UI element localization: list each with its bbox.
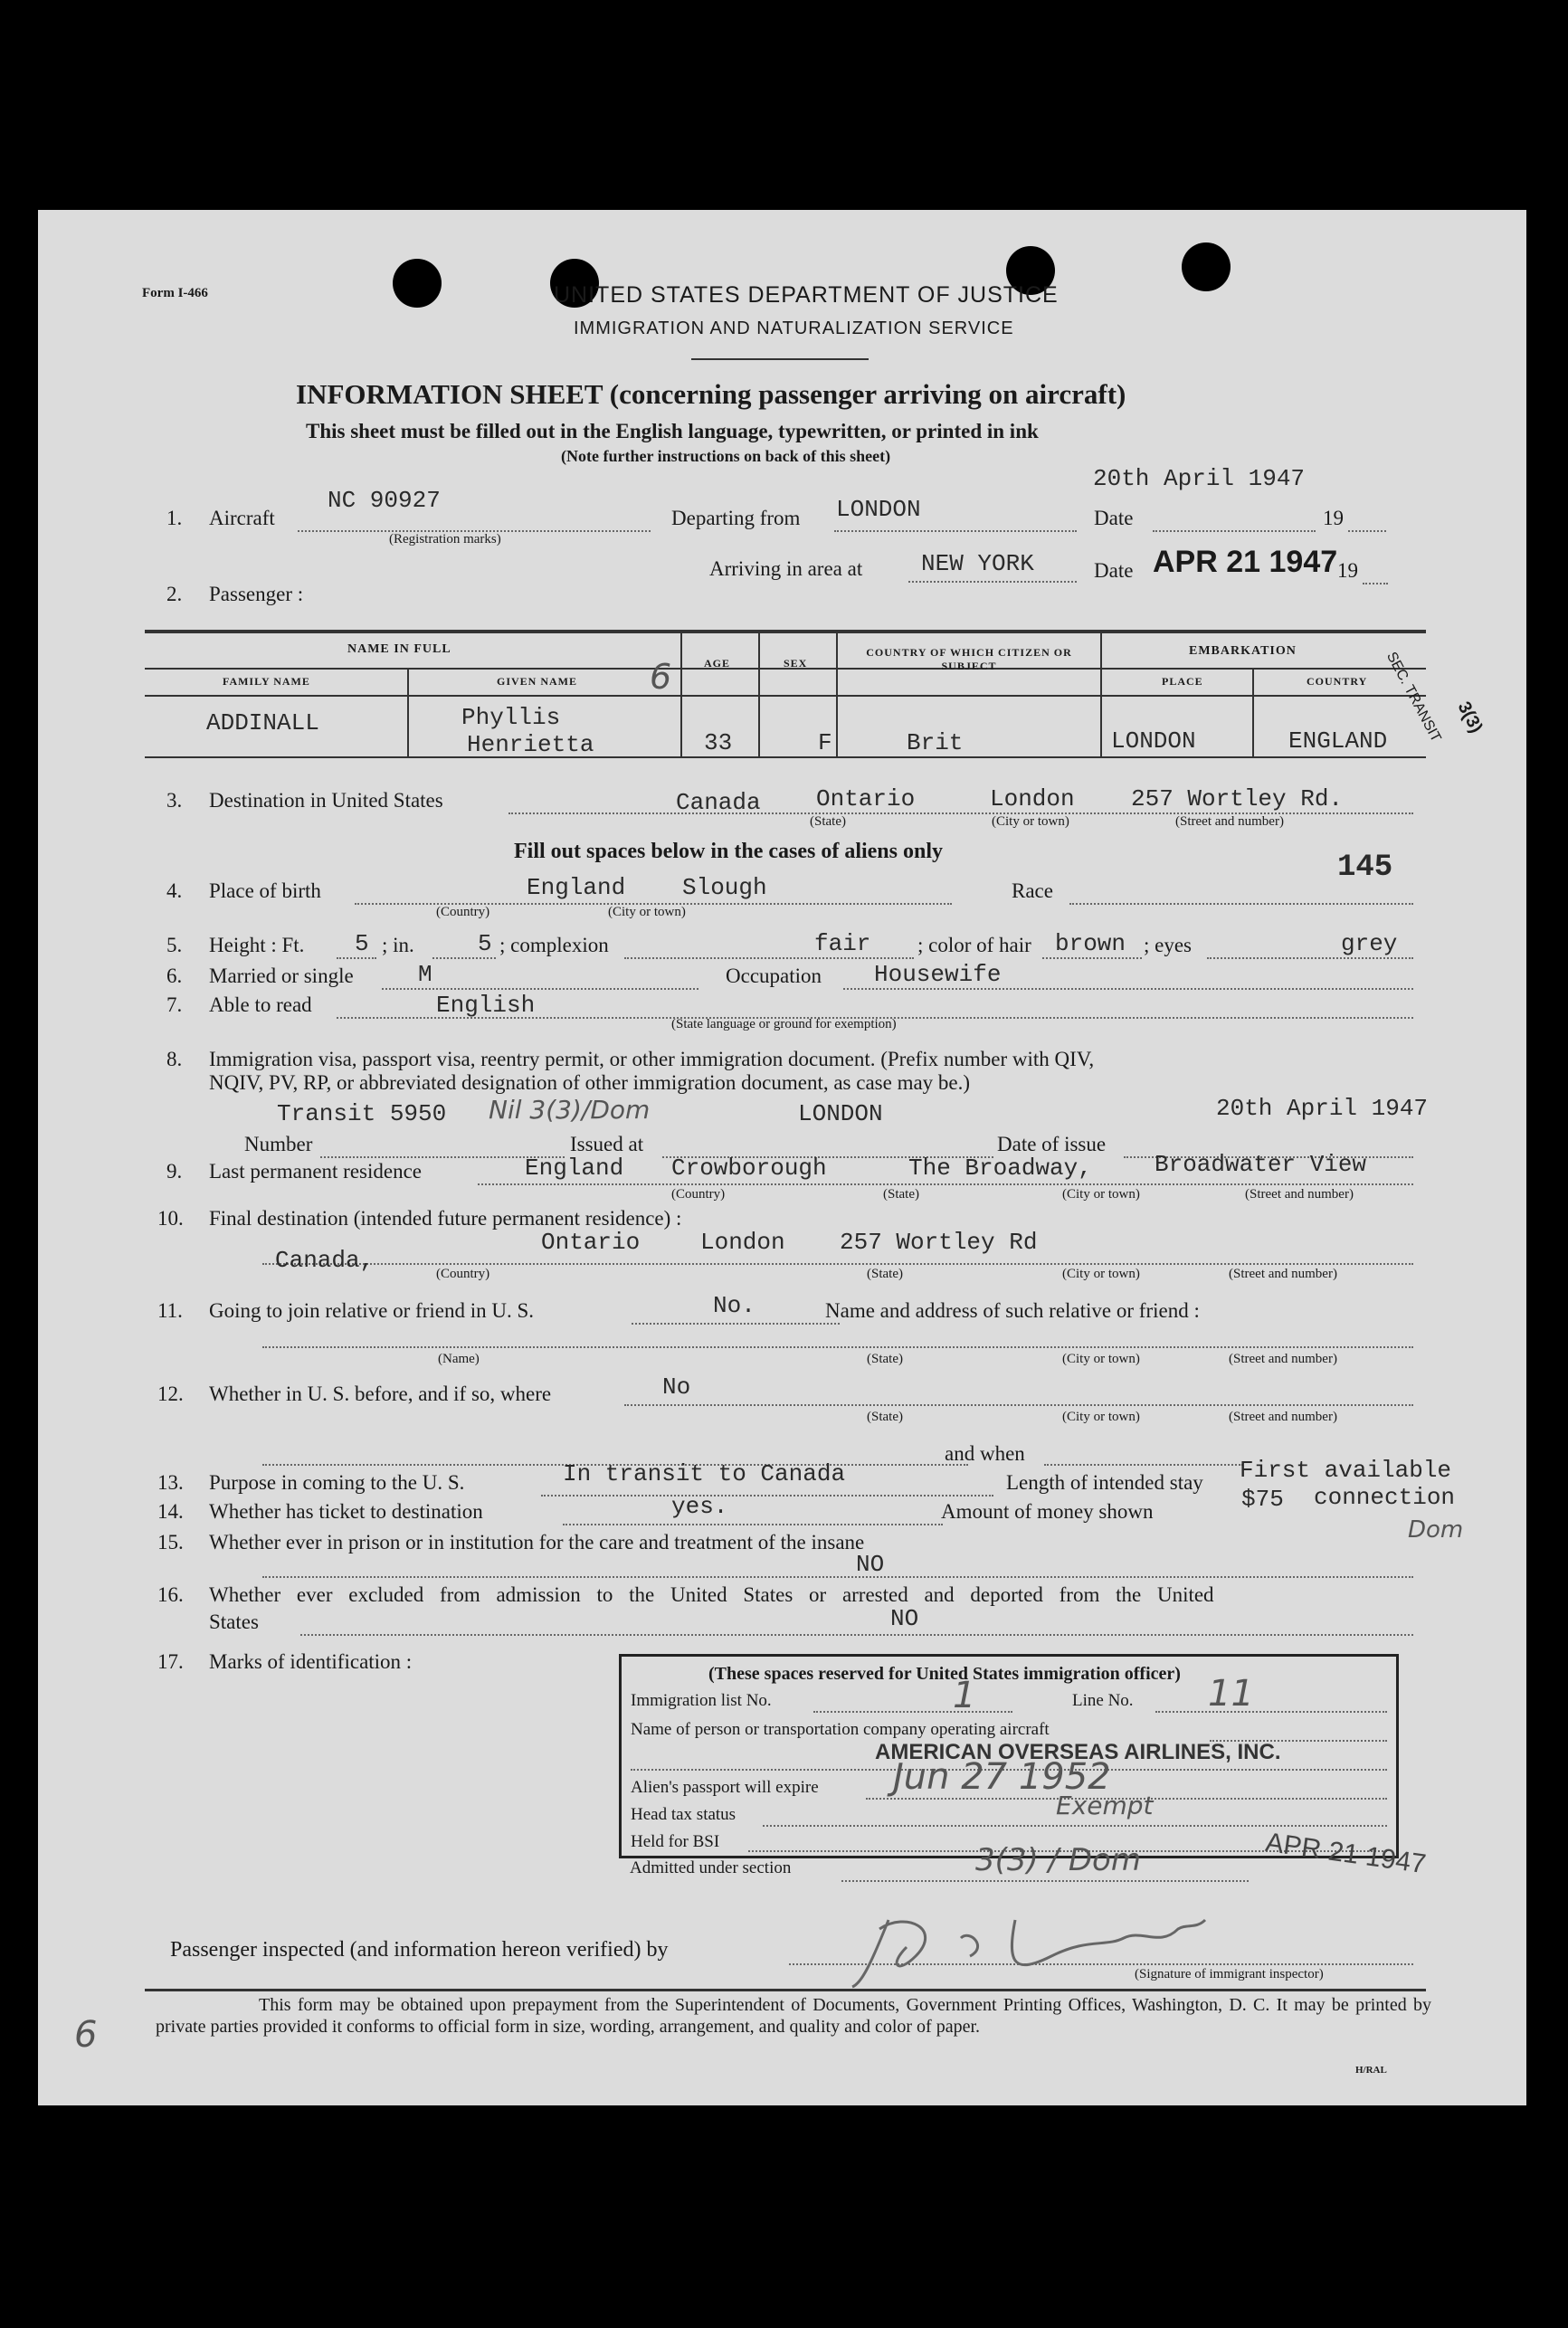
item-number: 3. bbox=[166, 789, 183, 812]
hair-line bbox=[1042, 957, 1142, 959]
city-caption: (City or town) bbox=[1062, 1352, 1140, 1366]
form-title: INFORMATION SHEET (concerning passenger arriving on aircraft) bbox=[296, 378, 1126, 410]
date-line bbox=[1153, 530, 1316, 532]
footer-code: H/RAL bbox=[1355, 2065, 1387, 2076]
item-number: 15. bbox=[157, 1531, 184, 1554]
occupation-value: Housewife bbox=[874, 961, 1002, 988]
stay-label: Length of intended stay bbox=[1006, 1471, 1203, 1494]
admit-date-stamp: APR 21 1947 bbox=[1263, 1827, 1428, 1880]
passenger-label: Passenger : bbox=[209, 583, 304, 605]
hair-label: ; color of hair bbox=[917, 934, 1031, 956]
eyes-label: ; eyes bbox=[1144, 934, 1193, 956]
state-caption: (State) bbox=[867, 1410, 903, 1424]
and-when-label: and when bbox=[945, 1442, 1025, 1465]
complexion-value: fair bbox=[814, 930, 871, 957]
purpose-label: Purpose in coming to the U. S. bbox=[209, 1471, 465, 1494]
date-label: Date bbox=[1094, 507, 1134, 529]
eyes-value: grey bbox=[1341, 930, 1398, 957]
join-value: No. bbox=[713, 1292, 755, 1319]
form-id: Form I-466 bbox=[142, 286, 208, 300]
footer-text: This form may be obtained upon prepayment from the Superintendent of Documents, Government Printing Offices, Washington, D. C. It may be printed by private parties provided it conforms to official form in size, wording, arrangement, and quality and color of paper. bbox=[156, 1995, 1431, 2037]
item-number: 5. bbox=[166, 934, 183, 956]
final-street-value: 257 Wortley Rd bbox=[840, 1229, 1038, 1256]
item-number: 11. bbox=[157, 1299, 183, 1322]
item-number: 7. bbox=[166, 993, 183, 1016]
head-tax-label: Head tax status bbox=[631, 1805, 736, 1824]
relative-label: Name and address of such relative or friend : bbox=[825, 1299, 1200, 1322]
table-vline bbox=[680, 633, 682, 758]
admitted-label: Admitted under section bbox=[630, 1858, 792, 1877]
arrival-year-prefix: 19 bbox=[1337, 559, 1358, 582]
visa-date-value: 20th April 1947 bbox=[1216, 1095, 1429, 1122]
country-value: ENGLAND bbox=[1288, 727, 1388, 755]
list-no-value: 1 bbox=[953, 1675, 976, 1716]
street-caption: (Street and number) bbox=[1229, 1352, 1337, 1366]
corner-six-note: 6 bbox=[74, 2014, 98, 2056]
line-no-label: Line No. bbox=[1072, 1691, 1134, 1710]
street-caption: (Street and number) bbox=[1229, 1267, 1337, 1281]
service-heading: IMMIGRATION AND NATURALIZATION SERVICE bbox=[574, 318, 1014, 338]
ticket-value: yes. bbox=[671, 1493, 728, 1520]
height-label: Height : Ft. bbox=[209, 934, 305, 956]
prison-label: Whether ever in prison or in institution for the care and treatment of the insane bbox=[209, 1531, 865, 1554]
form-page bbox=[38, 210, 1526, 2105]
excluded-value: NO bbox=[890, 1605, 919, 1632]
married-value: M bbox=[418, 961, 432, 988]
table-vline bbox=[407, 668, 409, 758]
head-tax-value: Exempt bbox=[1056, 1791, 1154, 1820]
item-number: 6. bbox=[166, 964, 183, 987]
given-name-value: Phyllis bbox=[461, 704, 561, 731]
ticket-label: Whether has ticket to destination bbox=[209, 1500, 483, 1523]
given-count-note: 6 bbox=[650, 657, 672, 697]
arriving-label: Arriving in area at bbox=[709, 557, 863, 580]
admitted-line bbox=[841, 1880, 1249, 1882]
sec-code-stamp: 3(3) bbox=[1453, 698, 1487, 736]
table-vline bbox=[758, 633, 760, 758]
height-ft-line bbox=[337, 957, 376, 959]
aircraft-label: Aircraft bbox=[209, 507, 275, 529]
departing-label: Departing from bbox=[671, 507, 801, 529]
when-line-right bbox=[1044, 1464, 1243, 1466]
place-value: LONDON bbox=[1111, 727, 1196, 755]
date-of-issue-label: Date of issue bbox=[997, 1133, 1107, 1155]
aliens-only-heading: Fill out spaces below in the cases of aliens only bbox=[514, 840, 944, 863]
birth-city-value: Slough bbox=[682, 874, 767, 901]
stamp-145: 145 bbox=[1337, 850, 1393, 885]
stay-value-1: First available bbox=[1240, 1457, 1452, 1484]
arriving-value: NEW YORK bbox=[921, 550, 1034, 577]
item-number: 2. bbox=[166, 583, 183, 605]
embarkation-header: EMBARKATION bbox=[1189, 644, 1297, 658]
number-label: Number bbox=[244, 1133, 313, 1155]
family-name-value: ADDINALL bbox=[206, 709, 319, 736]
city-caption: (City or town) bbox=[1062, 1187, 1140, 1202]
passport-value: Jun 27 1952 bbox=[893, 1756, 1111, 1798]
footer-rule bbox=[145, 1989, 1426, 1991]
marks-label: Marks of identification : bbox=[209, 1650, 413, 1673]
state-caption: (State) bbox=[867, 1352, 903, 1366]
prison-line bbox=[262, 1576, 1413, 1578]
place-header: PLACE bbox=[1162, 675, 1203, 688]
stay-value-2: connection bbox=[1314, 1484, 1456, 1511]
line-no-value: 11 bbox=[1208, 1673, 1254, 1715]
dest-state-value: Ontario bbox=[816, 785, 916, 812]
form-subtitle: This sheet must be filled out in the English language, typewritten, or printed in ink bbox=[306, 420, 1039, 442]
item-number: 12. bbox=[157, 1383, 184, 1405]
join-label: Going to join relative or friend in U. S. bbox=[209, 1299, 534, 1322]
before-line bbox=[624, 1404, 1413, 1406]
city-caption: (City or town) bbox=[992, 814, 1069, 829]
item-number: 14. bbox=[157, 1500, 184, 1523]
passport-label: Alien's passport will expire bbox=[631, 1778, 819, 1797]
item-number: 13. bbox=[157, 1471, 184, 1494]
carrier-label: Name of person or transportation company operating aircraft bbox=[631, 1720, 1050, 1739]
purpose-line bbox=[541, 1495, 993, 1497]
departure-date-value: 20th April 1947 bbox=[1093, 465, 1306, 492]
dest-city-value: London bbox=[990, 785, 1075, 812]
item-number: 4. bbox=[166, 879, 183, 902]
arrival-date-label: Date bbox=[1094, 559, 1134, 582]
table-top-rule bbox=[145, 630, 1426, 633]
money-value: $75 bbox=[1241, 1486, 1284, 1513]
dest-street-value: 257 Wortley Rd. bbox=[1131, 785, 1344, 812]
money-label: Amount of money shown bbox=[941, 1500, 1154, 1523]
res-street-value: Broadwater View bbox=[1155, 1151, 1367, 1178]
money-handwritten-note: Dom bbox=[1408, 1516, 1464, 1544]
name-in-full-header: NAME IN FULL bbox=[347, 642, 451, 656]
sex-header: SEX bbox=[784, 657, 808, 670]
purpose-value: In transit to Canada bbox=[563, 1460, 846, 1487]
country-caption: (Country) bbox=[671, 1187, 726, 1202]
arrival-date-stamp: APR 21 1947 bbox=[1153, 545, 1338, 579]
excluded-label-1: Whether ever excluded from admission to the United States or arrested and deported from the United bbox=[209, 1583, 1214, 1606]
visa-number-value: Transit 5950 bbox=[277, 1100, 447, 1127]
item-number: 1. bbox=[166, 507, 183, 529]
given-name-value: Henrietta bbox=[467, 731, 594, 758]
item-number: 8. bbox=[166, 1048, 183, 1070]
married-label: Married or single bbox=[209, 964, 354, 987]
country-header: COUNTRY bbox=[1307, 675, 1368, 688]
married-line bbox=[382, 988, 698, 990]
dest-country-value: Canada bbox=[676, 789, 761, 816]
officer-box-caption: (These spaces reserved for United States immigration officer) bbox=[708, 1664, 1181, 1684]
residence-label: Last permanent residence bbox=[209, 1160, 422, 1183]
name-caption: (Name) bbox=[438, 1352, 480, 1366]
prison-value: NO bbox=[856, 1551, 885, 1578]
visa-label-1: Immigration visa, passport visa, reentry permit, or other immigration document. (Prefix number with QIV, bbox=[209, 1048, 1095, 1070]
table-header-rule bbox=[145, 695, 1426, 697]
inspected-label: Passenger inspected (and information hereon verified) by bbox=[170, 1938, 669, 1962]
final-country-value: Canada, bbox=[275, 1247, 375, 1274]
carrier-stamp: AMERICAN OVERSEAS AIRLINES, INC. bbox=[875, 1740, 1281, 1764]
held-label: Held for BSI bbox=[631, 1832, 720, 1851]
issued-label: Issued at bbox=[570, 1133, 644, 1155]
list-no-line bbox=[813, 1711, 1012, 1713]
visa-handwritten-note: Nil 3(3)/Dom bbox=[489, 1095, 651, 1125]
read-value: English bbox=[436, 992, 536, 1019]
table-vline bbox=[1100, 633, 1102, 758]
birth-label: Place of birth bbox=[209, 879, 321, 902]
officer-box bbox=[619, 1654, 1399, 1858]
state-caption: (State) bbox=[883, 1187, 919, 1202]
visa-issued-value: LONDON bbox=[798, 1100, 883, 1127]
form-note: (Note further instructions on back of this sheet) bbox=[561, 447, 891, 465]
final-state-value: Ontario bbox=[541, 1229, 641, 1256]
age-value: 33 bbox=[704, 729, 733, 756]
signature-caption: (Signature of immigrant inspector) bbox=[1135, 1967, 1324, 1981]
item-number: 10. bbox=[157, 1207, 184, 1230]
inch-label: ; in. bbox=[382, 934, 414, 956]
country-caption: (Country) bbox=[436, 905, 490, 919]
citizen-header: COUNTRY OF WHICH CITIZEN OR SUBJECT bbox=[866, 646, 1072, 672]
sec-transit-stamp: SEC. TRANSIT bbox=[1383, 650, 1444, 746]
res-country-value: England bbox=[525, 1154, 624, 1182]
sex-value: F bbox=[818, 729, 832, 756]
arriving-line bbox=[908, 581, 1077, 583]
table-vline bbox=[1252, 668, 1254, 758]
before-label: Whether in U. S. before, and if so, where bbox=[209, 1383, 552, 1405]
line-no-line bbox=[1155, 1711, 1387, 1713]
complexion-label: ; complexion bbox=[499, 934, 609, 956]
table-bottom-rule bbox=[145, 756, 1426, 758]
height-in-value: 5 bbox=[478, 930, 492, 957]
departing-value: LONDON bbox=[836, 496, 921, 523]
street-caption: (Street and number) bbox=[1229, 1410, 1337, 1424]
arrival-year-line bbox=[1363, 583, 1388, 584]
head-tax-line bbox=[763, 1825, 1387, 1827]
admitted-value: 3(3) / Dom bbox=[975, 1842, 1141, 1878]
item-number: 9. bbox=[166, 1160, 183, 1183]
res-state-value: Crowborough bbox=[671, 1154, 827, 1182]
punch-hole bbox=[1182, 242, 1231, 291]
excluded-label-2: States bbox=[209, 1611, 259, 1633]
relative-line bbox=[262, 1346, 1413, 1348]
birth-country-value: England bbox=[527, 874, 626, 901]
aircraft-value: NC 90927 bbox=[328, 487, 441, 514]
list-no-label: Immigration list No. bbox=[631, 1691, 772, 1710]
before-value: No bbox=[662, 1373, 691, 1401]
family-name-header: FAMILY NAME bbox=[223, 675, 310, 688]
citizen-value: Brit bbox=[907, 729, 964, 756]
item-number: 16. bbox=[157, 1583, 184, 1606]
registration-caption: (Registration marks) bbox=[389, 532, 501, 546]
ticket-line bbox=[563, 1524, 943, 1525]
item-number: 17. bbox=[157, 1650, 184, 1673]
height-ft-value: 5 bbox=[355, 930, 369, 957]
city-caption: (City or town) bbox=[1062, 1267, 1140, 1281]
occupation-line bbox=[843, 988, 1413, 990]
join-line bbox=[632, 1323, 840, 1325]
state-caption: (State) bbox=[810, 814, 846, 829]
year-prefix: 19 bbox=[1323, 507, 1344, 529]
race-line bbox=[1069, 903, 1413, 905]
final-destination-label: Final destination (intended future permanent residence) : bbox=[209, 1207, 682, 1230]
occupation-label: Occupation bbox=[726, 964, 822, 987]
residence-line bbox=[478, 1183, 1413, 1185]
table-vline bbox=[836, 633, 838, 758]
eyes-line bbox=[1207, 957, 1413, 959]
street-caption: (Street and number) bbox=[1245, 1187, 1354, 1202]
read-label: Able to read bbox=[209, 993, 312, 1016]
final-destination-line bbox=[262, 1263, 1413, 1265]
res-city-value: The Broadway, bbox=[908, 1154, 1092, 1182]
country-caption: (Country) bbox=[436, 1267, 490, 1281]
header-divider bbox=[691, 358, 869, 360]
final-city-value: London bbox=[700, 1229, 785, 1256]
punch-hole bbox=[393, 259, 442, 308]
city-caption: (City or town) bbox=[608, 905, 686, 919]
race-label: Race bbox=[1012, 879, 1053, 902]
city-caption: (City or town) bbox=[1062, 1410, 1140, 1424]
destination-label: Destination in United States bbox=[209, 789, 443, 812]
department-heading: UNITED STATES DEPARTMENT OF JUSTICE bbox=[554, 282, 1059, 308]
given-name-header: GIVEN NAME bbox=[497, 675, 578, 688]
state-caption: (State) bbox=[867, 1267, 903, 1281]
street-caption: (Street and number) bbox=[1175, 814, 1284, 829]
height-in-line bbox=[432, 957, 496, 959]
departing-line bbox=[834, 530, 1077, 532]
hair-value: brown bbox=[1055, 930, 1126, 957]
year-line bbox=[1348, 530, 1386, 532]
visa-label-2: NQIV, PV, RP, or abbreviated designation of other immigration document, as case may be.) bbox=[209, 1071, 971, 1094]
age-header: AGE bbox=[704, 657, 731, 670]
language-caption: (State language or ground for exemption) bbox=[671, 1017, 897, 1031]
complexion-line bbox=[624, 957, 914, 959]
excluded-line bbox=[300, 1634, 1413, 1636]
